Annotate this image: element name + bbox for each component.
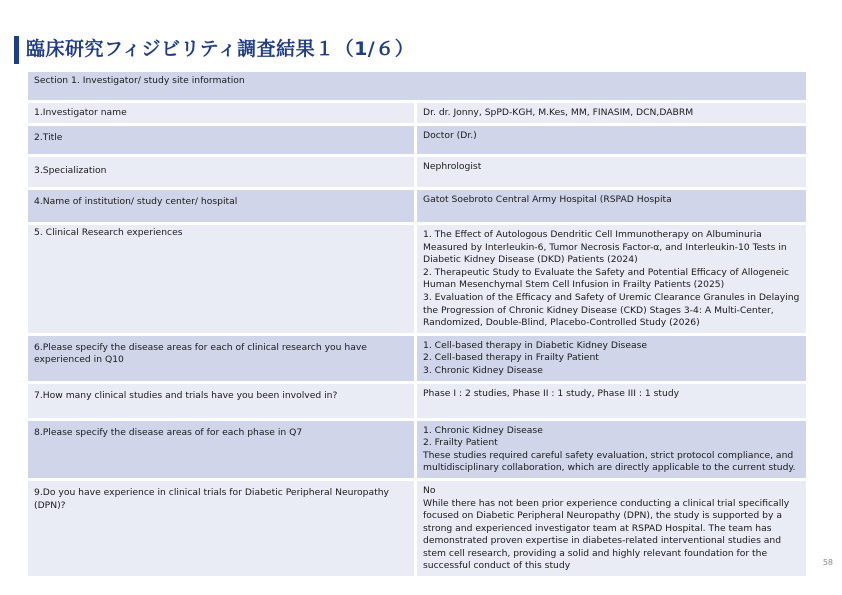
- table-row: [28, 190, 806, 222]
- answer-line: Gatot Soebroto Central Army Hospital (RSPAD Hospita: [423, 194, 672, 205]
- question-cell: 9.Do you have experience in clinical trials for Diabetic Peripheral Neuropathy (DPN)?: [28, 481, 417, 576]
- answer-line: No: [423, 484, 436, 496]
- question-cell: 3.Specialization: [28, 157, 417, 187]
- answer-line: 2. Frailty Patient: [423, 437, 498, 449]
- question-cell: 6.Please specify the disease areas for each of clinical research you have experienced in Q10: [28, 336, 417, 381]
- answer-cell: [417, 157, 806, 187]
- answer-line: Doctor (Dr.): [423, 130, 477, 141]
- table-row: [28, 103, 806, 123]
- table-row: [28, 225, 806, 333]
- answer-cell: [417, 190, 806, 222]
- page-number: 58: [822, 558, 833, 567]
- answer-line: 3. Evaluation of the Efficacy and Safety of Uremic Clearance Granules in Delaying the Progression of Chronic Kidney Disease (CKD) Stages 3-4: A Multi-Center, Randomized, Double-Blind, Placebo-Controlled Study (2026): [423, 291, 800, 329]
- answer-line: 1. The Effect of Autologous Dendritic Cell Immunotherapy on Albuminuria Measured by Interleukin-6, Tumor Necrosis Factor-α, and Interleukin-10 Tests in Diabetic Kidney Disease (DKD) Patients (2024): [423, 229, 787, 266]
- answer-line: Phase I : 2 studies, Phase II : 1 study, Phase III : 1 study: [423, 387, 680, 399]
- section-header-row: [28, 72, 806, 100]
- question-cell: 7.How many clinical studies and trials have you been involved in?: [28, 384, 417, 418]
- answer-cell: [417, 481, 806, 576]
- answer-cell: [417, 225, 806, 333]
- answer-line: 1. Chronic Kidney Disease: [423, 424, 543, 436]
- table-row: [28, 421, 806, 478]
- question-cell: 4.Name of institution/ study center/ hospital: [28, 190, 417, 222]
- answer-line: These studies required careful safety evaluation, strict protocol compliance, and multidisciplinary collaboration, which are directly applicable to the current study.: [423, 449, 796, 474]
- question-cell: 5. Clinical Research experiences: [28, 225, 417, 333]
- table-row: [28, 336, 806, 381]
- question-cell: 8.Please specify the disease areas of for each phase in Q7: [28, 421, 417, 478]
- table-row: [28, 157, 806, 187]
- answer-cell: [417, 336, 806, 381]
- question-cell: 1.Investigator name: [28, 103, 417, 123]
- answer-cell: [417, 126, 806, 154]
- section-header: Section 1. Investigator/ study site information: [28, 72, 806, 100]
- investigator-info-table: [28, 69, 806, 579]
- answer-line: 1. Cell-based therapy in Diabetic Kidney Disease: [423, 339, 648, 351]
- page-title: 臨床研究フィジビリティ調査結果１（1/６）: [26, 38, 415, 60]
- table-row: [28, 481, 806, 576]
- answer-cell: [417, 384, 806, 418]
- answer-cell: [417, 421, 806, 478]
- answer-line: 2. Therapeutic Study to Evaluate the Safety and Potential Efficacy of Allogeneic Human Mesenchymal Stem Cell Infusion in Frailty Patients (2025): [423, 266, 790, 291]
- table-row: [28, 384, 806, 418]
- answer-line: Nephrologist: [423, 161, 482, 172]
- answer-line: 3. Chronic Kidney Disease: [423, 364, 543, 376]
- table-row: [28, 126, 806, 154]
- answer-line: While there has not been prior experience conducting a clinical trial specifically focused on Diabetic Peripheral Neuropathy (DPN), the study is supported by a strong and experienced investigator team at RSPAD Hospital. The team has demonstrated proven expertise in diabetes-related interventional studies and stem cell research, providing a solid and highly relevant foundation for the successful conduct of this study: [423, 497, 790, 572]
- question-cell: 2.Title: [28, 126, 417, 154]
- title-accent-bar: [14, 36, 19, 64]
- answer-line: 2. Cell-based therapy in Frailty Patient: [423, 352, 599, 364]
- answer-cell: [417, 103, 806, 123]
- answer-line: Dr. dr. Jonny, SpPD-KGH, M.Kes, MM, FINASIM, DCN,DABRM: [423, 107, 694, 118]
